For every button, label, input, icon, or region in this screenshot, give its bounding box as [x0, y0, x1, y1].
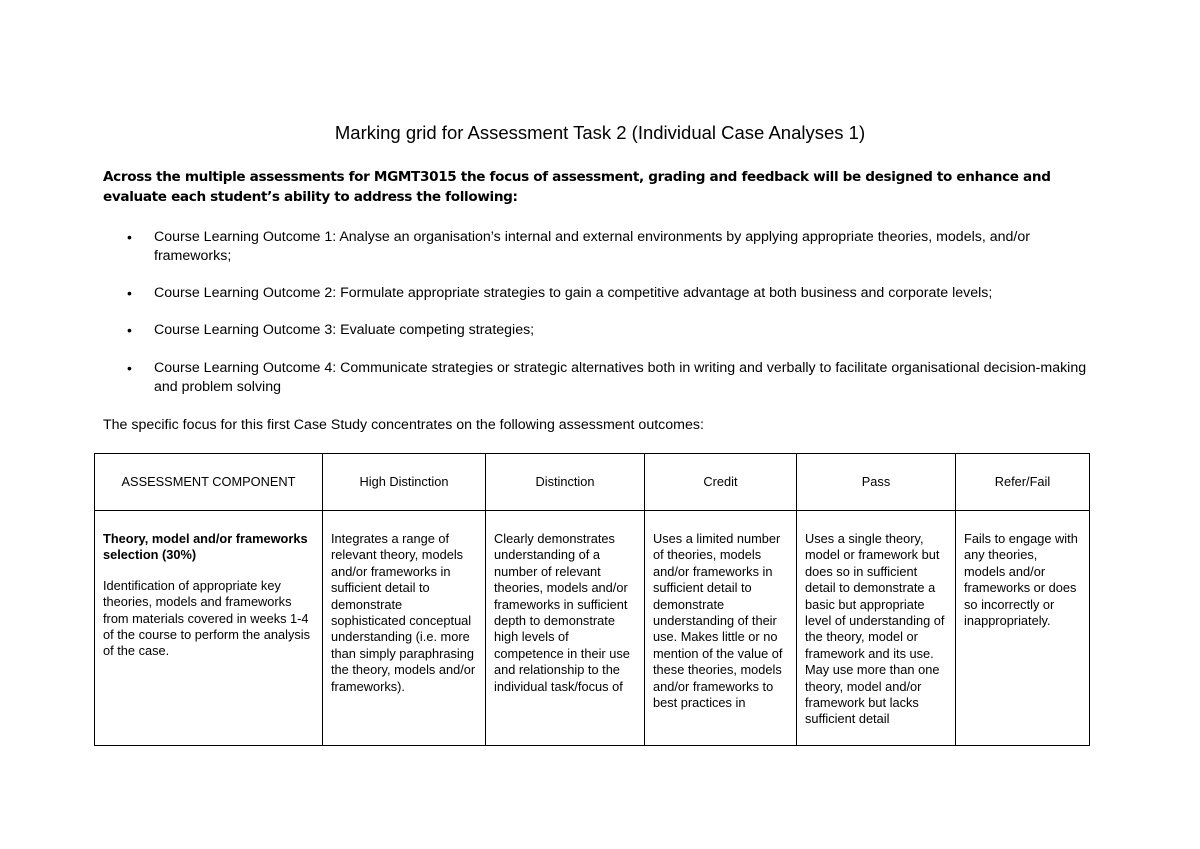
- table-row: [95, 511, 1090, 746]
- bullet-icon: •: [127, 322, 132, 338]
- header-distinction: Distinction: [486, 454, 645, 511]
- list-item: [103, 284, 992, 303]
- list-item: [103, 228, 1103, 266]
- list-item: [103, 359, 1103, 397]
- document-title: Marking grid for Assessment Task 2 (Individual Case Analyses 1): [334, 122, 866, 143]
- intro-paragraph: Across the multiple assessments for MGMT3015 the focus of assessment, grading and feedback will be designed to enhance and evaluate each student’s ability to address the following:: [103, 169, 1051, 205]
- pass-cell: [797, 511, 956, 746]
- header-credit: Credit: [645, 454, 797, 511]
- criteria-text: Uses a single theory, model or framework but does so in sufficient detail to demonstrate a basic but appropriate level of understanding of the theory, model or framework and its use. May use more than one theory, model and/or framework but lacks sufficient detail: [805, 531, 945, 727]
- focus-paragraph: The specific focus for this first Case Study concentrates on the following assessment outcomes:: [103, 417, 704, 433]
- table-header-row: [95, 454, 1090, 511]
- criteria-text: Integrates a range of relevant theory, models and/or frameworks in sufficient detail to demonstrate sophisticated conceptual understanding (i.e. more than simply paraphrasing the theory, models and/or frameworks).: [331, 531, 476, 694]
- criteria-text: Fails to engage with any theories, models and/or frameworks or does so incorrectly or inappropriately.: [964, 531, 1078, 629]
- bullet-icon: •: [127, 229, 132, 245]
- header-high-distinction: High Distinction: [323, 454, 486, 511]
- marking-grid-table: [94, 453, 1090, 746]
- refer-fail-cell: [956, 511, 1090, 746]
- outcome-text: Course Learning Outcome 1: Analyse an organisation’s internal and external environments by applying appropriate theories, models, and/or frameworks;: [154, 229, 1030, 264]
- header-refer-fail: Refer/Fail: [956, 454, 1090, 511]
- list-item: [103, 321, 534, 340]
- outcome-text: Course Learning Outcome 3: Evaluate competing strategies;: [154, 322, 535, 338]
- outcome-text: Course Learning Outcome 4: Communicate strategies or strategic alternatives both in writing and verbally to facilitate organisational decision-making and problem solving: [154, 360, 1087, 395]
- header-pass: Pass: [797, 454, 956, 511]
- outcome-text: Course Learning Outcome 2: Formulate appropriate strategies to gain a competitive advantage at both business and corporate levels;: [154, 285, 993, 301]
- component-description: Identification of appropriate key theories, models and frameworks from materials covered in weeks 1-4 of the course to perform the analysis of the case.: [103, 577, 310, 659]
- bullet-icon: •: [127, 285, 132, 301]
- high-distinction-cell: [323, 511, 486, 746]
- credit-cell: [645, 511, 797, 746]
- criteria-text: Uses a limited number of theories, models and/or frameworks in sufficient detail to demonstrate understanding of their use. Makes little or no mention of the value of these theories, models and/or frameworks to best practices in: [653, 531, 783, 711]
- criteria-text: Clearly demonstrates understanding of a number of relevant theories, models and/or frameworks in sufficient depth to demonstrate high levels of competence in their use and relationship to the individual task/focus of: [494, 531, 630, 694]
- component-title: Theory, model and/or frameworks selection (30%): [103, 531, 308, 563]
- distinction-cell: [486, 511, 645, 746]
- bullet-icon: •: [127, 360, 132, 376]
- component-cell: [95, 511, 323, 746]
- header-assessment-component: ASSESSMENT COMPONENT: [95, 454, 323, 511]
